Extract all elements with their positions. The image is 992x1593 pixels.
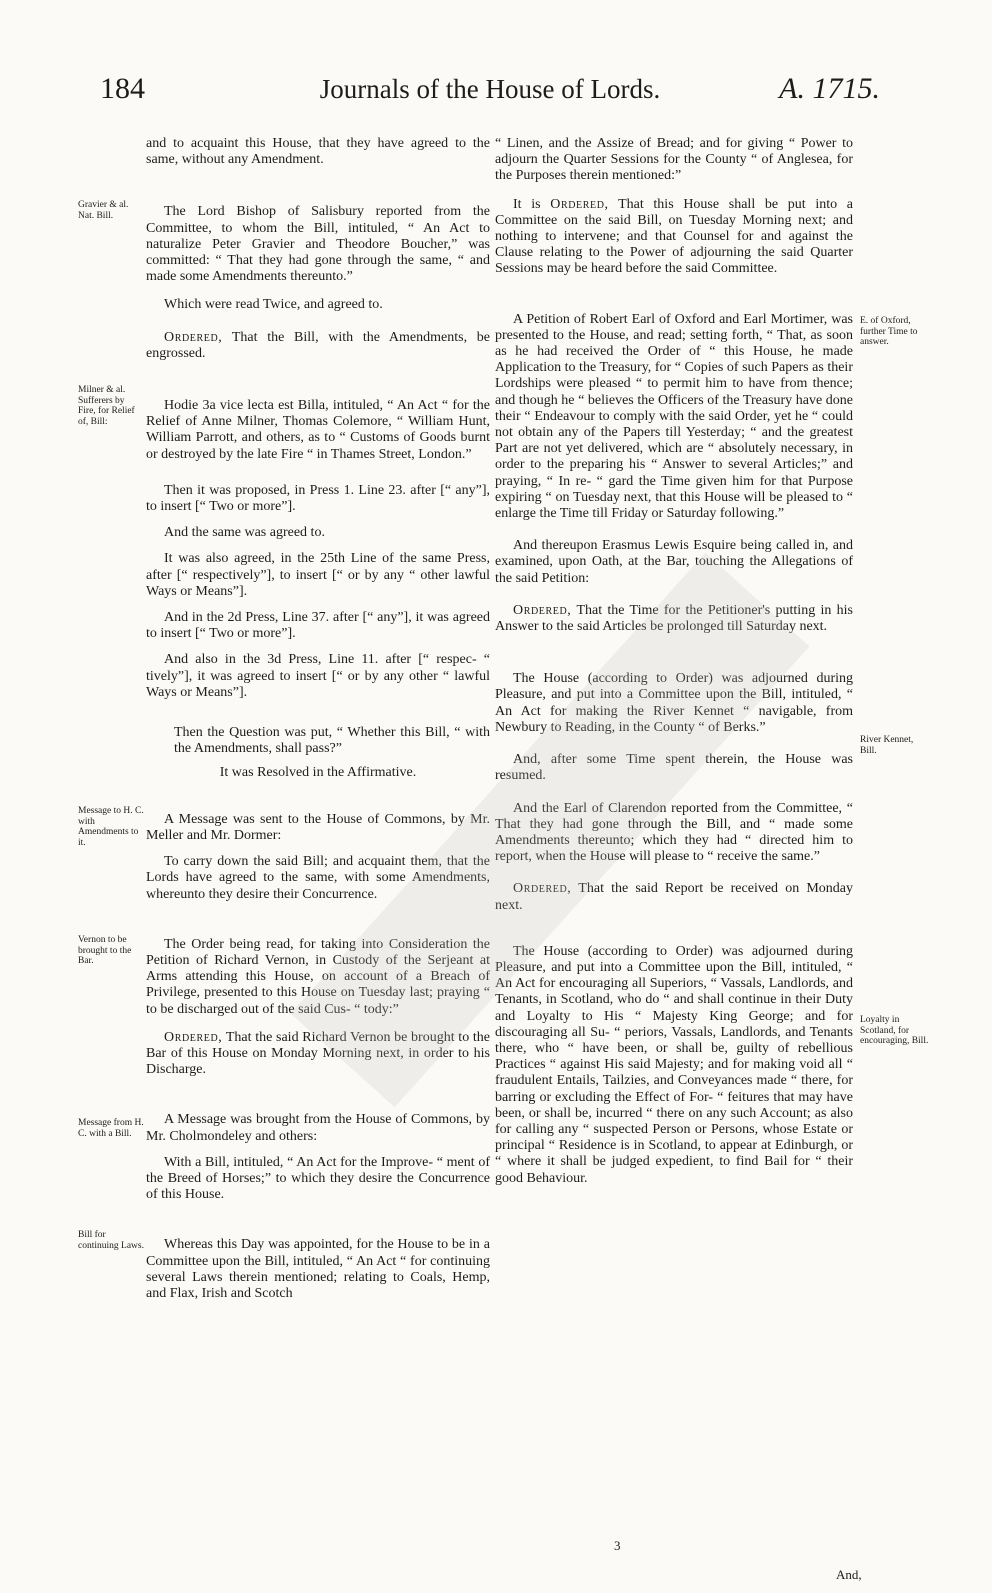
right-column (495, 136, 853, 1187)
paragraph-text: It is (513, 196, 551, 212)
paragraph: Then the Question was put, “ Whether this Bill, “ with the Amendments, shall pass?” (174, 725, 490, 757)
paragraph: And, after some Time spent therein, the House was resumed. (495, 752, 853, 784)
paragraph-text: That the Bill, with the Amendments, be engrossed. (146, 329, 490, 361)
paragraph: And thereupon Erasmus Lewis Esquire being called in, and examined, upon Oath, at the Bar, touching the Allegations of the said Petition: (495, 538, 853, 586)
paragraph: “ Linen, and the Assize of Bread; and for giving “ Power to adjourn the Quarter Sessions for the County “ of Anglesea, for the Purposes therein mentioned:” (495, 136, 853, 184)
ordered-label: Ordered, (164, 329, 223, 345)
margin-note: Message to H. C. with Amendments to it. (78, 806, 144, 848)
paragraph: It was also agreed, in the 25th Line of the same Press, after [“ respectively”], to insert [“ or by any “ other lawful Ways or Means”]. (146, 551, 490, 599)
margin-note: Milner & al. Sufferers by Fire, for Relief of, Bill: (78, 385, 135, 427)
paragraph: A Petition of Robert Earl of Oxford and Earl Mortimer, was presented to the House, and read; setting forth, “ That, as soon as he had received the Order of “ this House, he made Application to the Treasury, for “ Copies of such Papers as their Lordships were pleased “ to permit him to have from thence; and though he “ believes the Officers of the Treasury have done their “ Endeavour to comply with the said Order, yet he “ could not obtain any of the Papers till Yesterday; “ and the greatest Part are not yet delivered, which are “ absolutely necessary, in order to the preparing his “ Answer to several Articles;” and praying, “ In re- “ gard the Time given him for that Purpose expiring “ on Tuesday next, that this House will be pleased to “ enlarge the Time till Friday or Saturday following.” (495, 311, 853, 522)
paragraph: Which were read Twice, and agreed to. (164, 297, 383, 313)
signature-mark: 3 (614, 1538, 621, 1553)
ordered-label: Ordered, (513, 602, 572, 618)
page-title: Journals of the House of Lords. (319, 74, 661, 104)
paragraph: Hodie 3a vice lecta est Billa, intituled, “ An Act “ for the Relief of Anne Milner, Thomas Colemore, “ William Hunt, William Parrott, and others, as to “ Customs of Goods burnt or destroyed by the late Fire “ in Thames Street, London.” (146, 398, 490, 462)
page-header (100, 72, 880, 122)
ordered-label: Ordered, (164, 1029, 223, 1045)
paragraph (146, 1030, 490, 1079)
paragraph: and to acquaint this House, that they have agreed to the same, without any Amendment. (146, 136, 490, 168)
paragraph (495, 197, 853, 278)
margin-note: Gravier & al. Nat. Bill. (78, 200, 129, 221)
paragraph (146, 330, 490, 362)
paragraph: To carry down the said Bill; and acquaint them, that the Lords have agreed to the same, with some Amendments, whereunto they desire their Concurrence. (146, 854, 490, 902)
paragraph: The House (according to Order) was adjourned during Pleasure, and put into a Committee upon the Bill, intituled, “ An Act for encouraging all Superiors, “ Vassals, Landlords, and Tenants, in Scotland, who do “ and shall continue in their Duty and Loyalty to His “ Majesty King George; and for discouraging all Su- “ periors, Vassals, Landlords, and Tenants there, who “ have been, or shall be, guilty of rebellious Practices “ against His said Majesty; and for making void all “ fraudulent Entails, Tailzies, and Conveyances made “ there, for barring or excluding the Effect of For- “ feitures that may have been, or shall be, incurred “ there on any such Account; as also for calling any “ suspected Person or Persons, whose Estate or principal “ Residence is in Scotland, to appear at Edinburgh, or “ where it shall be judged expedient, to find Bail for “ their good Behaviour. (495, 943, 853, 1186)
paragraph: Whereas this Day was appointed, for the House to be in a Committee upon the Bill, intituled, “ An Act “ for continuing several Laws therein mentioned; relating to Coals, Hemp, and Flax, Irish and Scotch (146, 1237, 490, 1301)
paragraph: The House (according to Order) was adjourned during Pleasure, and put into a Committee upon the Bill, intituled, “ An Act for making the River Kennet “ navigable, from Newbury to Reading, in the County “ of Berks.” (495, 671, 853, 735)
paragraph: And the Earl of Clarendon reported from the Committee, “ That they had gone through the Bill, and “ made some Amendments thereunto; which they had “ directed him to report, when the House will please to “ receive the same.” (495, 800, 853, 865)
paragraph: A Message was sent to the House of Commons, by Mr. Meller and Mr. Dormer: (146, 811, 490, 843)
margin-note: Message from H. C. with a Bill. (78, 1118, 144, 1139)
paragraph-text: That the said Report be received on Monday next. (495, 881, 853, 913)
paragraph: The Lord Bishop of Salisbury reported from the Committee, to whom the Bill, intituled, “ An Act to naturalize Peter Gravier and Theodore Boucher,” was committed: “ That they had gone through the same, “ and made some Amendments thereunto.” (146, 204, 490, 285)
margin-note: Loyalty in Scotland, for encouraging, Bill. (860, 1015, 929, 1046)
paragraph: And also in the 3d Press, Line 11. after [“ respec- “ tively”], it was agreed to insert [“ or by any other “ lawful Ways or Means”]. (146, 652, 490, 700)
paragraph-text: That the Time for the Petitioner's putting in his Answer to the said Articles be prolonged till Saturday next. (495, 602, 853, 635)
paragraph-text: That the said Richard Vernon be brought to the Bar of this House on Monday Morning next, in order to his Discharge. (146, 1029, 490, 1078)
paragraph: The Order being read, for taking into Consideration the Petition of Richard Vernon, in Custody of the Serjeant at Arms attending this House, on account of a Breach of Privilege, presented to this House on Tuesday last; praying “ to be discharged out of the said Cus- “ tody:” (146, 936, 490, 1017)
ordered-label: Ordered, (550, 196, 609, 212)
paragraph: And in the 2d Press, Line 37. after [“ any”], it was agreed to insert [“ Two or more”]. (146, 610, 490, 642)
catchword: And, (836, 1567, 862, 1582)
left-column (146, 136, 490, 1302)
paragraph: Then it was proposed, in Press 1. Line 23. after [“ any”], to insert [“ Two or more”]. (146, 482, 490, 515)
margin-note: River Kennet, Bill. (860, 735, 914, 756)
paragraph: A Message was brought from the House of Commons, by Mr. Cholmondeley and others: (146, 1112, 490, 1144)
page-number: 184 (100, 72, 145, 105)
margin-note: Bill for continuing Laws. (78, 1230, 144, 1251)
page-year: A. 1715. (779, 72, 880, 105)
paragraph (495, 603, 853, 635)
paragraph-text: That this House shall be put into a Committee on the said Bill, on Tuesday Morning next; and nothing to intervene; and that Counsel for and against the Clause relating to the Power of adjourning the said Quarter Sessions may be heard before the said Committee. (495, 196, 853, 277)
paragraph: It was Resolved in the Affirmative. (219, 765, 417, 781)
margin-note: E. of Oxford, further Time to answer. (860, 316, 918, 347)
paragraph: With a Bill, intituled, “ An Act for the Improve- “ ment of the Breed of Horses;” to which they desire the Concurrence of this House. (146, 1154, 490, 1203)
margin-note: Vernon to be brought to the Bar. (78, 935, 132, 966)
ordered-label: Ordered, (513, 881, 572, 897)
paragraph (495, 881, 853, 913)
paragraph: And the same was agreed to. (164, 525, 325, 541)
